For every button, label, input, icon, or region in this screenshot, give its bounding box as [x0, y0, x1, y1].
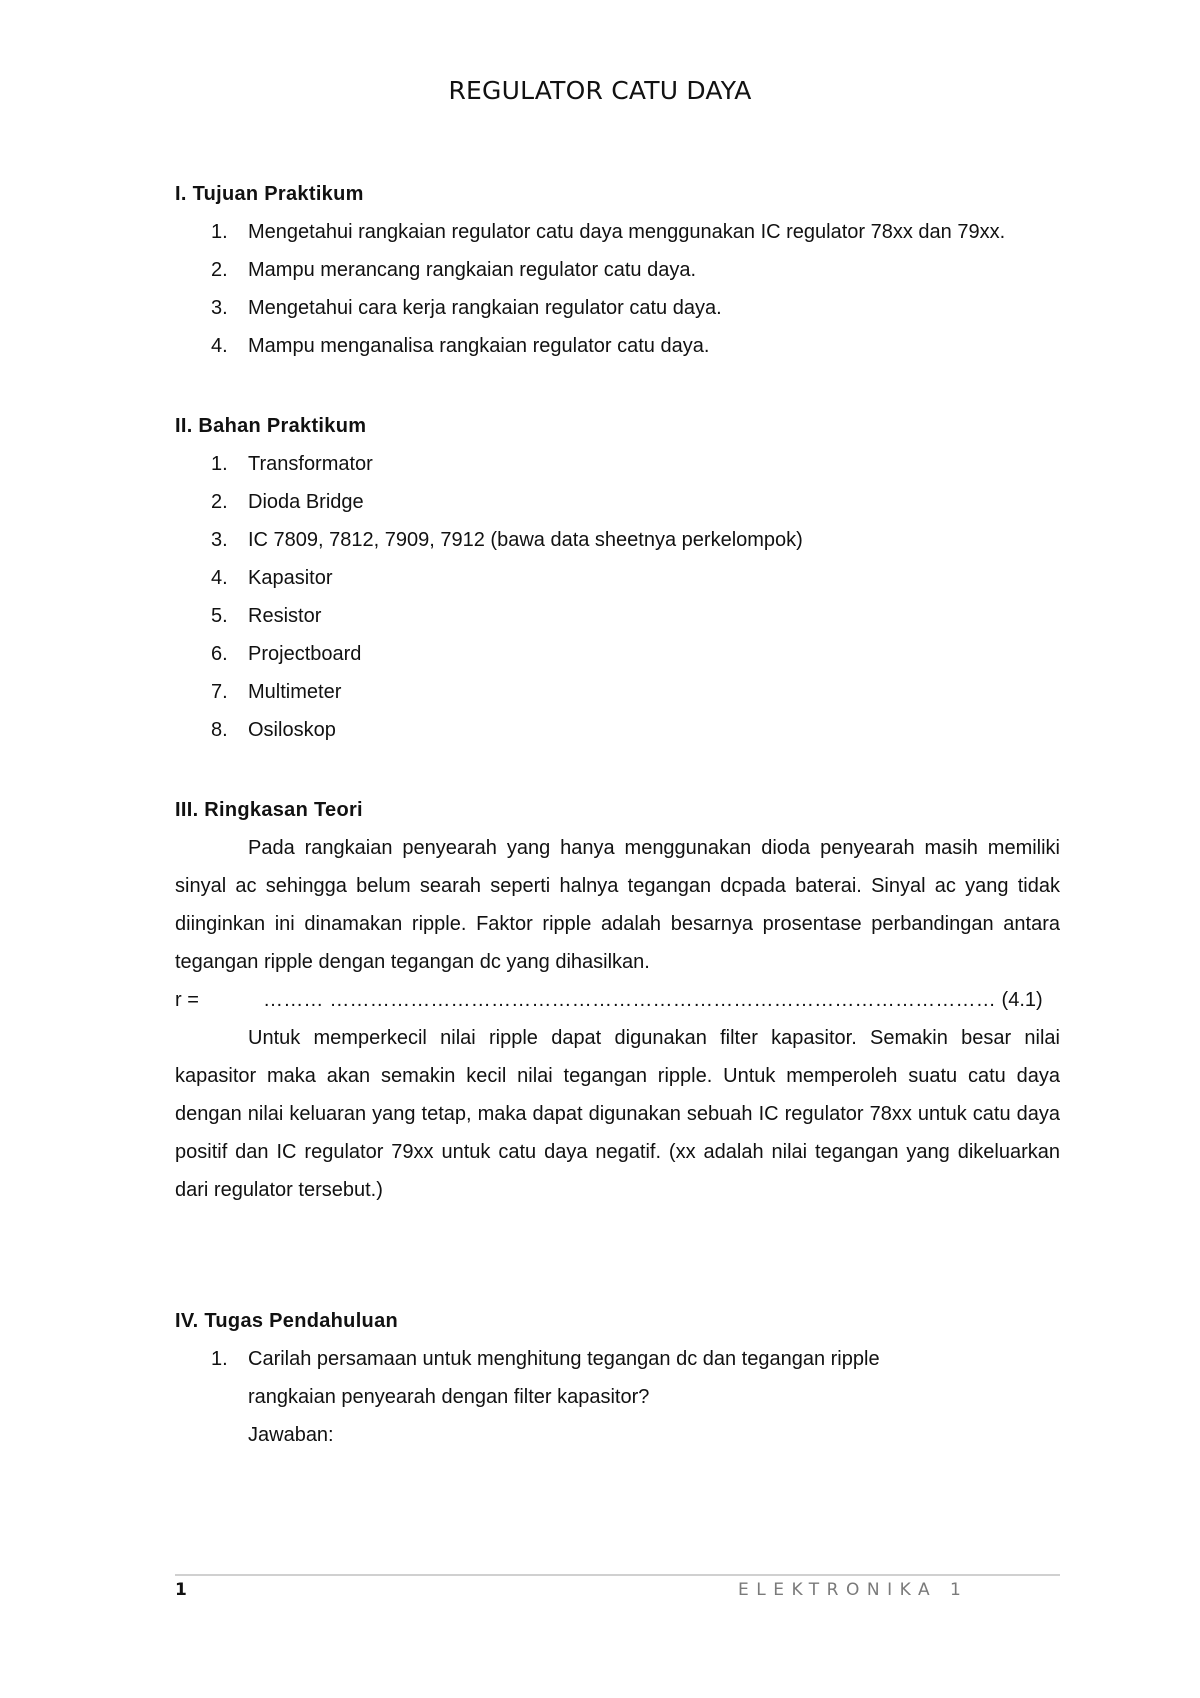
- list-item: [175, 327, 1060, 365]
- list-item: [175, 673, 1060, 711]
- document-body: [175, 175, 1060, 1454]
- list-item-text: Carilah persamaan untuk menghitung tegangan dc dan tegangan ripple rangkaian penyearah dengan filter kapasitor?: [248, 1348, 880, 1408]
- list-item-number: 4.: [211, 335, 228, 357]
- list-item-number: 1.: [211, 453, 228, 475]
- list-item-text: Osiloskop: [248, 719, 336, 741]
- footer-course-label: ELEKTRONIKA 1: [738, 1580, 969, 1600]
- theory-paragraph-2: Untuk memperkecil nilai ripple dapat digunakan filter kapasitor. Semakin besar nilai kapasitor maka akan semakin kecil nilai tegangan ripple. Untuk memperoleh suatu catu daya dengan nilai keluaran yang tetap, maka dapat digunakan sebuah IC regulator 78xx untuk catu daya positif dan IC regulator 79xx untuk catu daya negatif. (xx adalah nilai tegangan yang dikeluarkan dari regulator tersebut.): [175, 1027, 1060, 1201]
- list-item-text: Mampu menganalisa rangkaian regulator catu daya.: [248, 335, 710, 357]
- list-item-number: 4.: [211, 567, 228, 589]
- list-item: [175, 289, 1060, 327]
- list-item: [175, 711, 1060, 749]
- list-item-text: Multimeter: [248, 681, 342, 703]
- list-item: [175, 445, 1060, 483]
- list-item: [175, 559, 1060, 597]
- list-item-number: 5.: [211, 605, 228, 627]
- section-heading-bahan: II. Bahan Praktikum: [175, 415, 367, 437]
- list-item: [175, 251, 1060, 289]
- list-item-number: 2.: [211, 491, 228, 513]
- list-item: [175, 1340, 1060, 1416]
- section-heading-teori: III. Ringkasan Teori: [175, 799, 363, 821]
- list-item-number: 7.: [211, 681, 228, 703]
- list-item-number: 3.: [211, 529, 228, 551]
- list-item-text: IC 7809, 7812, 7909, 7912 (bawa data sheetnya perkelompok): [248, 529, 803, 551]
- answer-label: Jawaban:: [248, 1424, 334, 1446]
- list-item-number: 3.: [211, 297, 228, 319]
- section-heading-tugas: IV. Tugas Pendahuluan: [175, 1310, 399, 1332]
- list-item: [175, 483, 1060, 521]
- list-item-number: 8.: [211, 719, 228, 741]
- list-item-text: Transformator: [248, 453, 373, 475]
- list-item-text: Projectboard: [248, 643, 362, 665]
- footer-page-number: 1: [175, 1580, 187, 1600]
- list-item-number: 1.: [211, 1348, 228, 1370]
- list-item: [175, 521, 1060, 559]
- document-title: REGULATOR CATU DAYA: [448, 76, 752, 105]
- formula-lhs: r =: [175, 989, 199, 1011]
- list-item-number: 2.: [211, 259, 228, 281]
- list-item-text: Mampu merancang rangkaian regulator catu daya.: [248, 259, 697, 281]
- list-item-text: Mengetahui rangkaian regulator catu daya menggunakan IC regulator 78xx dan 79xx.: [248, 221, 1006, 243]
- list-item-number: 6.: [211, 643, 228, 665]
- list-item: [175, 597, 1060, 635]
- bahan-list: [175, 445, 1060, 749]
- section-heading-tujuan: I. Tujuan Praktikum: [175, 183, 364, 205]
- list-item-text: Kapasitor: [248, 567, 333, 589]
- list-item: [175, 635, 1060, 673]
- list-item-text: Mengetahui cara kerja rangkaian regulator catu daya.: [248, 297, 722, 319]
- list-item-text: Resistor: [248, 605, 322, 627]
- formula-number: (4.1): [1001, 989, 1043, 1011]
- theory-paragraph-1: Pada rangkaian penyearah yang hanya menggunakan dioda penyearah masih memiliki sinyal ac sehingga belum searah seperti halnya tegangan dcpada baterai. Sinyal ac yang tidak diinginkan ini dinamakan ripple. Faktor ripple adalah besarnya prosentase perbandingan antara tegangan ripple dengan tegangan dc yang dihasilkan.: [175, 837, 1060, 973]
- list-item-text: Dioda Bridge: [248, 491, 364, 513]
- list-item: [175, 213, 1060, 251]
- list-item-number: 1.: [211, 221, 228, 243]
- tujuan-list: [175, 213, 1060, 365]
- footer-divider: [175, 1574, 1060, 1576]
- formula-dots: ……… ………………………………………………………………………………………: [263, 989, 996, 1011]
- ripple-formula: [175, 981, 1060, 1019]
- tugas-list: [175, 1340, 1060, 1416]
